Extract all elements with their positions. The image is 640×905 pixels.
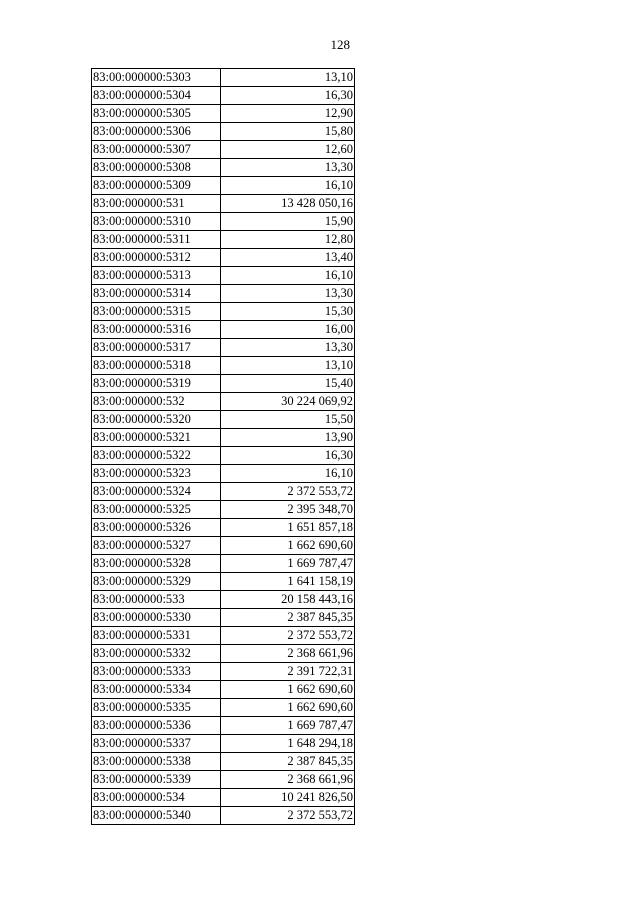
table-row xyxy=(92,393,355,411)
table-row xyxy=(92,411,355,429)
cadastral-number-cell: 83:00:000000:5315 xyxy=(92,303,221,321)
cadastral-number-cell: 83:00:000000:5319 xyxy=(92,375,221,393)
value-cell: 1 669 787,47 xyxy=(221,717,355,735)
value-cell: 20 158 443,16 xyxy=(221,591,355,609)
cadastral-number-cell: 83:00:000000:5339 xyxy=(92,771,221,789)
value-cell: 2 391 722,31 xyxy=(221,663,355,681)
value-cell: 12,90 xyxy=(221,105,355,123)
table-row xyxy=(92,663,355,681)
value-cell: 1 651 857,18 xyxy=(221,519,355,537)
cadastral-number-cell: 83:00:000000:5309 xyxy=(92,177,221,195)
table-row xyxy=(92,141,355,159)
table-row xyxy=(92,303,355,321)
cadastral-number-cell: 83:00:000000:5340 xyxy=(92,807,221,825)
table-row xyxy=(92,357,355,375)
value-cell: 1 669 787,47 xyxy=(221,555,355,573)
cadastral-number-cell: 83:00:000000:5328 xyxy=(92,555,221,573)
value-cell: 10 241 826,50 xyxy=(221,789,355,807)
value-cell: 1 662 690,60 xyxy=(221,537,355,555)
table-row xyxy=(92,717,355,735)
cadastral-number-cell: 83:00:000000:5322 xyxy=(92,447,221,465)
value-cell: 16,30 xyxy=(221,447,355,465)
value-cell: 15,30 xyxy=(221,303,355,321)
value-cell: 13,30 xyxy=(221,159,355,177)
cadastral-number-cell: 83:00:000000:5321 xyxy=(92,429,221,447)
table-row xyxy=(92,465,355,483)
cadastral-number-cell: 83:00:000000:5303 xyxy=(92,69,221,87)
value-cell: 12,60 xyxy=(221,141,355,159)
table-row xyxy=(92,87,355,105)
value-cell: 2 387 845,35 xyxy=(221,609,355,627)
table-row xyxy=(92,519,355,537)
table-row xyxy=(92,681,355,699)
value-cell: 13 428 050,16 xyxy=(221,195,355,213)
table-row xyxy=(92,249,355,267)
value-cell: 15,80 xyxy=(221,123,355,141)
table-row xyxy=(92,537,355,555)
table-row xyxy=(92,195,355,213)
table-row xyxy=(92,321,355,339)
value-cell: 13,30 xyxy=(221,339,355,357)
table-row xyxy=(92,789,355,807)
cadastral-number-cell: 83:00:000000:5313 xyxy=(92,267,221,285)
value-cell: 2 395 348,70 xyxy=(221,501,355,519)
cadastral-number-cell: 83:00:000000:5333 xyxy=(92,663,221,681)
cadastral-number-cell: 83:00:000000:5317 xyxy=(92,339,221,357)
value-cell: 2 372 553,72 xyxy=(221,627,355,645)
value-cell: 1 641 158,19 xyxy=(221,573,355,591)
value-cell: 13,90 xyxy=(221,429,355,447)
value-cell: 2 368 661,96 xyxy=(221,645,355,663)
value-cell: 15,90 xyxy=(221,213,355,231)
value-cell: 12,80 xyxy=(221,231,355,249)
value-cell: 1 662 690,60 xyxy=(221,699,355,717)
cadastral-number-cell: 83:00:000000:5311 xyxy=(92,231,221,249)
value-cell: 16,10 xyxy=(221,465,355,483)
table-row xyxy=(92,105,355,123)
cadastral-number-cell: 83:00:000000:532 xyxy=(92,393,221,411)
cadastral-number-cell: 83:00:000000:5306 xyxy=(92,123,221,141)
table-row xyxy=(92,123,355,141)
value-cell: 13,40 xyxy=(221,249,355,267)
cadastral-number-cell: 83:00:000000:5323 xyxy=(92,465,221,483)
cadastral-number-cell: 83:00:000000:5327 xyxy=(92,537,221,555)
value-cell: 2 368 661,96 xyxy=(221,771,355,789)
cadastral-number-cell: 83:00:000000:5310 xyxy=(92,213,221,231)
table-row xyxy=(92,159,355,177)
cadastral-number-cell: 83:00:000000:5331 xyxy=(92,627,221,645)
cadastral-number-cell: 83:00:000000:5326 xyxy=(92,519,221,537)
table-row xyxy=(92,807,355,825)
table-row xyxy=(92,213,355,231)
table-row xyxy=(92,339,355,357)
table-row xyxy=(92,735,355,753)
value-cell: 16,30 xyxy=(221,87,355,105)
value-cell: 16,00 xyxy=(221,321,355,339)
cadastral-value-table xyxy=(91,68,355,825)
table-row xyxy=(92,69,355,87)
cadastral-number-cell: 83:00:000000:5335 xyxy=(92,699,221,717)
value-cell: 2 387 845,35 xyxy=(221,753,355,771)
cadastral-number-cell: 83:00:000000:5320 xyxy=(92,411,221,429)
table-row xyxy=(92,609,355,627)
cadastral-number-cell: 83:00:000000:5329 xyxy=(92,573,221,591)
cadastral-number-cell: 83:00:000000:5338 xyxy=(92,753,221,771)
table-row xyxy=(92,555,355,573)
cadastral-number-cell: 83:00:000000:5316 xyxy=(92,321,221,339)
cadastral-number-cell: 83:00:000000:5334 xyxy=(92,681,221,699)
table-row xyxy=(92,177,355,195)
table-row xyxy=(92,231,355,249)
table-row xyxy=(92,627,355,645)
cadastral-number-cell: 83:00:000000:5307 xyxy=(92,141,221,159)
cadastral-number-cell: 83:00:000000:5304 xyxy=(92,87,221,105)
cadastral-number-cell: 83:00:000000:5325 xyxy=(92,501,221,519)
cadastral-number-cell: 83:00:000000:5314 xyxy=(92,285,221,303)
table-row xyxy=(92,375,355,393)
cadastral-number-cell: 83:00:000000:533 xyxy=(92,591,221,609)
cadastral-number-cell: 83:00:000000:531 xyxy=(92,195,221,213)
table-row xyxy=(92,573,355,591)
value-cell: 15,50 xyxy=(221,411,355,429)
cadastral-number-cell: 83:00:000000:5312 xyxy=(92,249,221,267)
table-row xyxy=(92,267,355,285)
table-row xyxy=(92,645,355,663)
value-cell: 16,10 xyxy=(221,267,355,285)
value-cell: 2 372 553,72 xyxy=(221,807,355,825)
value-cell: 16,10 xyxy=(221,177,355,195)
value-cell: 13,10 xyxy=(221,69,355,87)
cadastral-number-cell: 83:00:000000:5308 xyxy=(92,159,221,177)
value-cell: 30 224 069,92 xyxy=(221,393,355,411)
value-cell: 1 662 690,60 xyxy=(221,681,355,699)
table-row xyxy=(92,699,355,717)
cadastral-number-cell: 83:00:000000:5330 xyxy=(92,609,221,627)
cadastral-number-cell: 83:00:000000:5337 xyxy=(92,735,221,753)
table-body xyxy=(92,69,355,825)
cadastral-number-cell: 83:00:000000:5336 xyxy=(92,717,221,735)
cadastral-number-cell: 83:00:000000:5332 xyxy=(92,645,221,663)
table-row xyxy=(92,483,355,501)
cadastral-number-cell: 83:00:000000:5324 xyxy=(92,483,221,501)
table-row xyxy=(92,771,355,789)
value-cell: 2 372 553,72 xyxy=(221,483,355,501)
table-row xyxy=(92,501,355,519)
value-cell: 15,40 xyxy=(221,375,355,393)
table-row xyxy=(92,447,355,465)
table-row xyxy=(92,591,355,609)
page-number: 128 xyxy=(330,37,350,52)
value-cell: 1 648 294,18 xyxy=(221,735,355,753)
value-cell: 13,30 xyxy=(221,285,355,303)
table-row xyxy=(92,285,355,303)
value-cell: 13,10 xyxy=(221,357,355,375)
cadastral-number-cell: 83:00:000000:5305 xyxy=(92,105,221,123)
cadastral-number-cell: 83:00:000000:534 xyxy=(92,789,221,807)
cadastral-number-cell: 83:00:000000:5318 xyxy=(92,357,221,375)
table-row xyxy=(92,753,355,771)
table-row xyxy=(92,429,355,447)
